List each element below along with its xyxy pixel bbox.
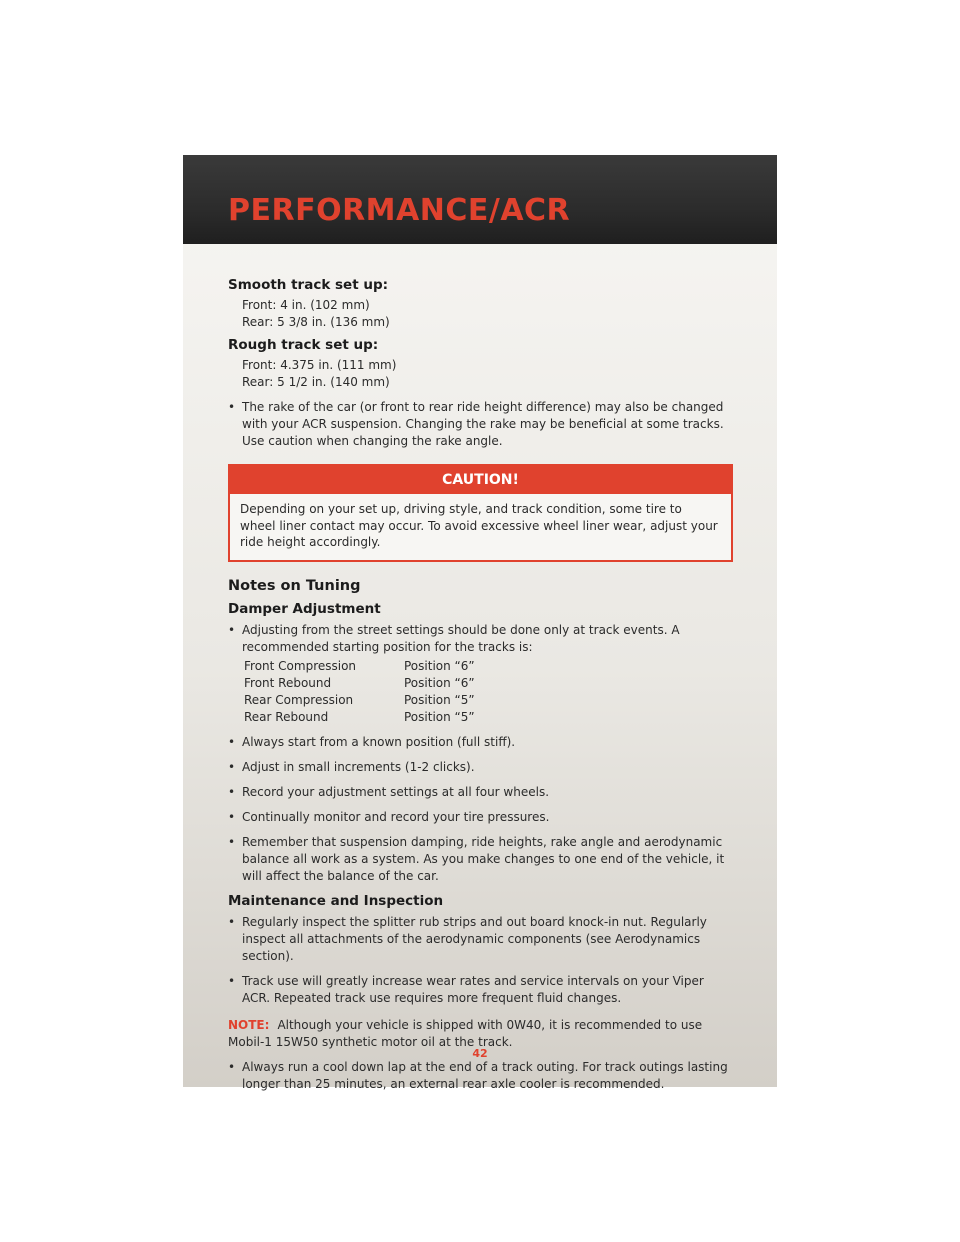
oil-note xyxy=(228,1017,733,1051)
section-banner xyxy=(183,155,777,244)
tuning-heading: Notes on Tuning xyxy=(228,577,361,594)
caution-box xyxy=(228,464,733,562)
table-row xyxy=(244,692,475,709)
list-item: • Always run a cool down lap at the end of a track outing. For track outings lasting longer than 25 minutes, an external rear axle cooler is recommended. xyxy=(228,1059,733,1093)
page-content xyxy=(228,277,733,1093)
smooth-rear-spec: Rear: 5 3/8 in. (136 mm) xyxy=(242,315,390,329)
section-title: PERFORMANCE/ACR xyxy=(228,193,571,228)
manual-page xyxy=(183,155,777,1091)
damper-setting: Rear Compression xyxy=(244,692,354,707)
caution-title: CAUTION! xyxy=(230,466,731,494)
page-number: 42 xyxy=(472,1047,488,1060)
damper-intro-bullet: • Adjusting from the street settings should be done only at track events. A recommended starting position for the tracks is: xyxy=(228,622,733,656)
damper-position: Position “6” xyxy=(404,675,475,690)
damper-heading: Damper Adjustment xyxy=(228,600,381,617)
damper-position: Position “6” xyxy=(404,658,475,673)
damper-setting: Front Rebound xyxy=(244,675,332,690)
maintenance-heading: Maintenance and Inspection xyxy=(228,892,444,909)
damper-position: Position “5” xyxy=(404,692,475,707)
damper-position: Position “5” xyxy=(404,709,475,724)
note-text: Although your vehicle is shipped with 0W40, it is recommended to use Mobil-1 15W50 synthetic motor oil at the track. xyxy=(228,1017,703,1049)
table-row xyxy=(244,675,475,692)
note-label: NOTE: xyxy=(228,1017,270,1032)
list-item: • Continually monitor and record your tire pressures. xyxy=(228,809,733,826)
damper-setting: Front Compression xyxy=(244,658,357,673)
smooth-track-heading: Smooth track set up: xyxy=(228,277,389,293)
list-item: • Track use will greatly increase wear rates and service intervals on your Viper ACR. Repeated track use requires more frequent fluid changes. xyxy=(228,973,733,1007)
list-item: • Remember that suspension damping, ride heights, rake angle and aerodynamic balance all work as a system. As you make changes to one end of the vehicle, it will affect the balance of the car. xyxy=(228,834,733,885)
list-item: • Record your adjustment settings at all four wheels. xyxy=(228,784,733,801)
caution-text: Depending on your set up, driving style, and track condition, some tire to wheel liner contact may occur. To avoid excessive wheel liner wear, adjust your ride height accordingly. xyxy=(240,502,718,549)
table-row xyxy=(244,658,475,675)
rough-front-spec: Front: 4.375 in. (111 mm) xyxy=(242,358,397,372)
rough-rear-spec: Rear: 5 1/2 in. (140 mm) xyxy=(242,375,390,389)
damper-setting: Rear Rebound xyxy=(244,709,329,724)
rake-bullet: • The rake of the car (or front to rear ride height difference) may also be changed with your ACR suspension. Changing the rake may be beneficial at some tracks. Use caution when changing the rake angle. xyxy=(228,399,733,450)
smooth-front-spec: Front: 4 in. (102 mm) xyxy=(242,298,370,312)
rough-track-heading: Rough track set up: xyxy=(228,337,379,353)
list-item: • Regularly inspect the splitter rub strips and out board knock-in nut. Regularly inspect all attachments of the aerodynamic components (see Aerodynamics section). xyxy=(228,914,733,965)
list-item: • Always start from a known position (full stiff). xyxy=(228,734,733,751)
list-item: • Adjust in small increments (1-2 clicks). xyxy=(228,759,733,776)
damper-settings-table xyxy=(244,658,475,726)
table-row xyxy=(244,709,475,726)
